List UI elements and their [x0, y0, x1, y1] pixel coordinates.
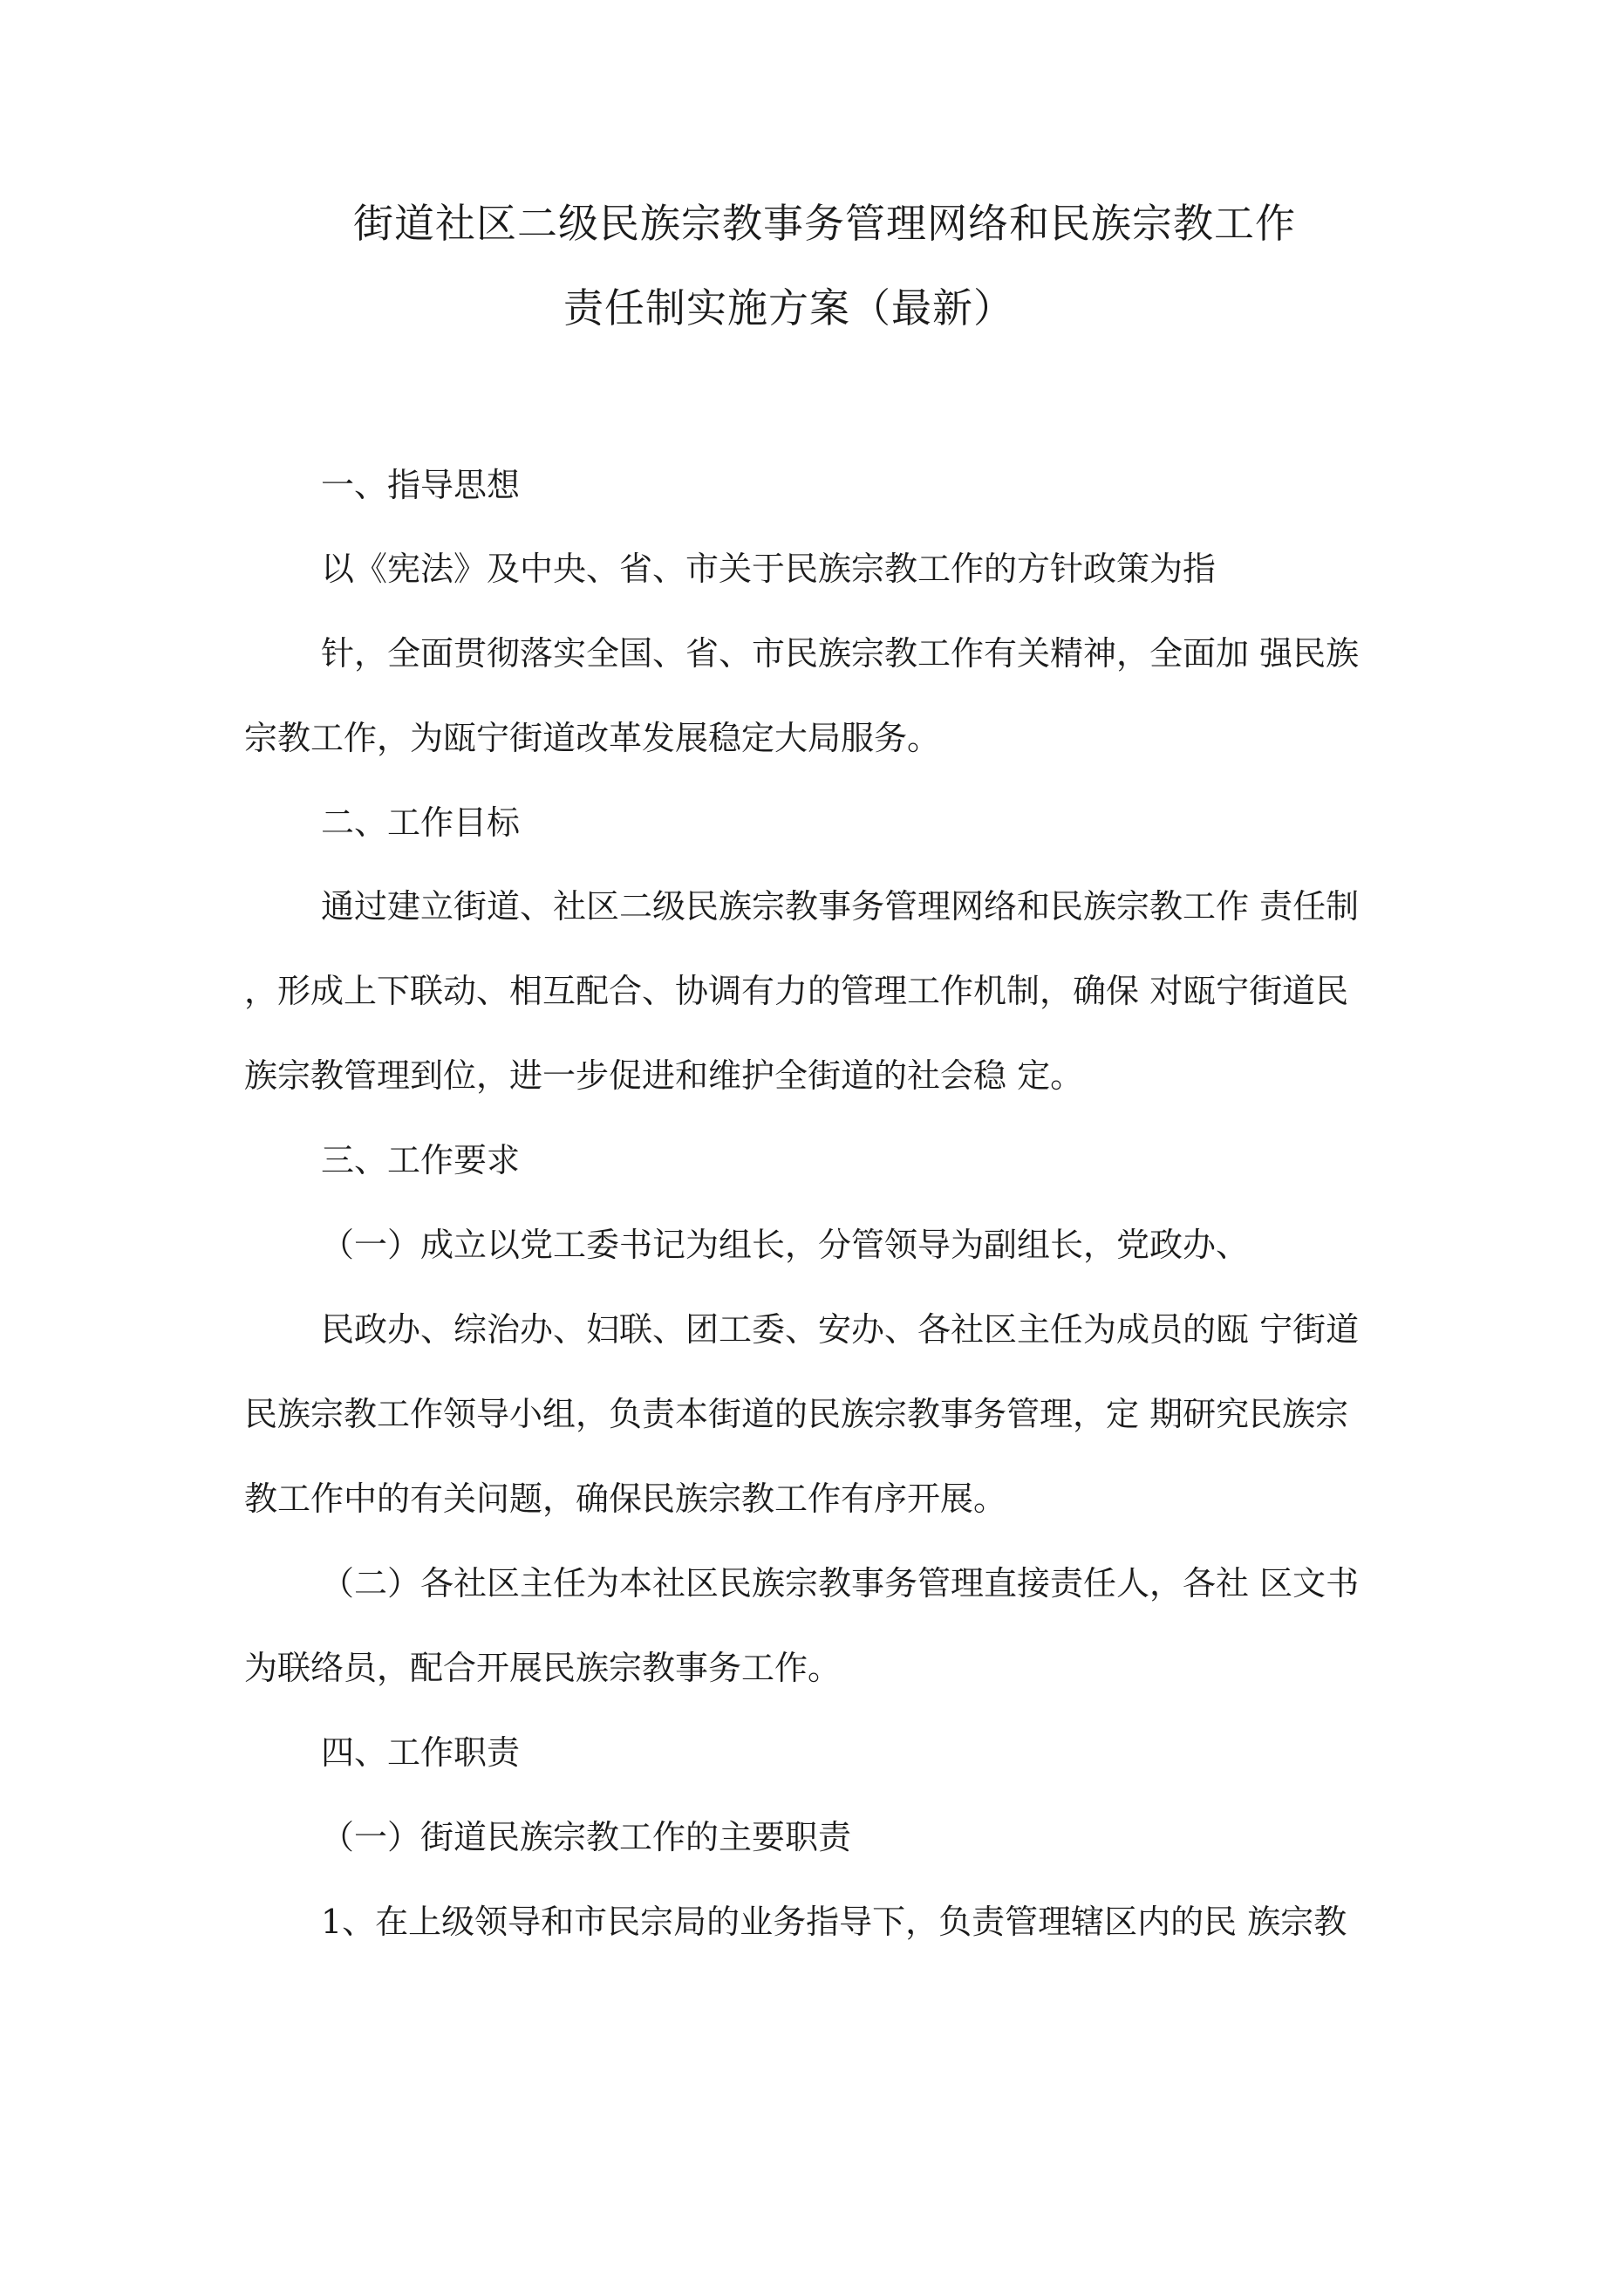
paragraph-line: 民政办、综治办、妇联、团工委、安办、各社区主任为成员的瓯 宁街道 [321, 1310, 1360, 1349]
section-heading-1: 一、指导思想 [321, 466, 521, 504]
paragraph-line: 民族宗教工作领导小组，负责本街道的民族宗教事务管理，定 期研究民族宗 [244, 1395, 1349, 1433]
paragraph-line: 宗教工作，为瓯宁街道改革发展稳定大局服务。 [244, 719, 941, 757]
document-title-line-1: 街道社区二级民族宗教事务管理网络和民族宗教工作 [353, 200, 1296, 247]
paragraph-line: 以《宪法》及中央、省、市关于民族宗教工作的方针政策为指 [321, 550, 1217, 588]
paragraph-line: （一）成立以党工委书记为组长，分管领导为副组长，党政办、 [321, 1226, 1250, 1264]
section-heading-2: 二、工作目标 [321, 803, 521, 842]
paragraph-line: 为联络员，配合开展民族宗教事务工作。 [244, 1649, 842, 1687]
paragraph-line: 教工作中的有关问题，确保民族宗教工作有序开展。 [244, 1479, 1007, 1518]
paragraph-line: ，形成上下联动、相互配合、协调有力的管理工作机制，确保 对瓯宁街道民 [244, 972, 1349, 1010]
paragraph-line: 1、在上级领导和市民宗局的业务指导下，负责管理辖区内的民 族宗教 [321, 1903, 1347, 1941]
paragraph-line: 族宗教管理到位，进一步促进和维护全街道的社会稳 定。 [244, 1056, 1084, 1095]
subsection-heading: （一）街道民族宗教工作的主要职责 [321, 1818, 852, 1856]
paragraph-line: （二）各社区主任为本社区民族宗教事务管理直接责任人，各社 区文书 [321, 1564, 1360, 1602]
section-heading-3: 三、工作要求 [321, 1141, 521, 1179]
document-title-line-2: 责任制实施方案（最新） [563, 284, 1014, 331]
paragraph-line: 通过建立街道、社区二级民族宗教事务管理网络和民族宗教工作 责任制 [321, 887, 1360, 926]
paragraph-line: 针，全面贯彻落实全国、省、市民族宗教工作有关精神，全面加 强民族 [321, 634, 1360, 673]
section-heading-4: 四、工作职责 [321, 1733, 521, 1772]
